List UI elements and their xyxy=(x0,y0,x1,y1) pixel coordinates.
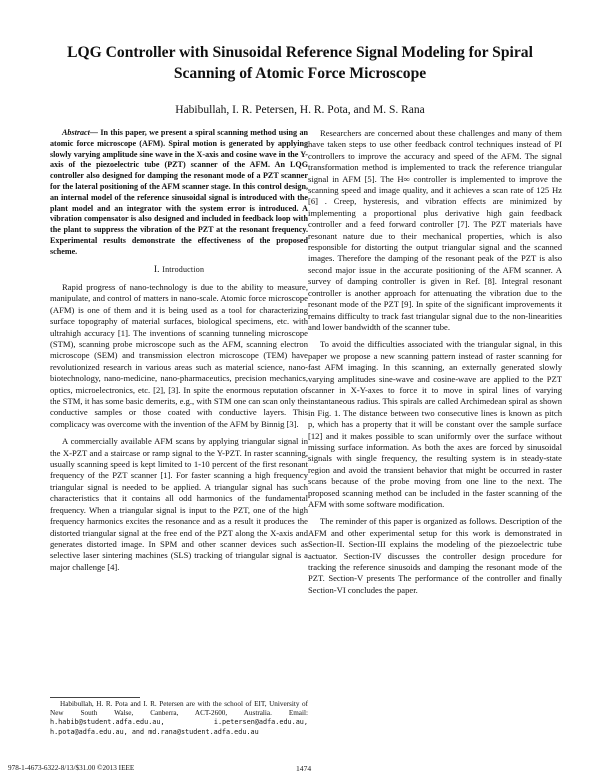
intro-paragraph-1: Rapid progress of nano-technology is due to the ability to measure, manipulate, and control of matters in nano-scale. Atomic force microscope (AFM) is one of them and it is being used as a tool for characterizing surface topography of material surfaces, biological specimens, etc. with ultrahigh accuracy [1]. The inventions of scanning tunneling microscope (STM), scanning probe microscope such as the AFM, scanning electron microscope (SEM) and transmission electron microscope (TEM) have revolutionized research in various areas such as material science, nano-biotechnology, nano-medicine, nano-pharmaceutics, precision mechanics, optics, microelectronics, etc. [2], [3]. In spite the enormous reputation of the STM, it has some basic demerits, e.g., with STM one can scan only the conductive samples or those coated with conductive layers. This complicacy was overcome with the invention of the AFM by Binnig [3]. xyxy=(50,281,308,429)
page-number: 1474 xyxy=(296,764,312,773)
body-paragraph-2: To avoid the difficulties associated with the triangular signal, in this paper we propose a new scanning pattern instead of raster scanning for fast AFM imaging. In this scanning, an externally generated slowly varying amplitudes sine-wave and cosine-wave are applied to the PZT scanner in X-Y-axes to force it to move in spiral lines of varying instantaneous radius. This spirals are called Archimedean spiral as shown in Fig. 1. The distance between two consecutive lines is known as pitch p, which has a property that it will be constant over the sample surface [12] and it makes possible to scan uniformly over the surface without missing surface information. As both the axes are forced by sinusoidal signals with single frequency, the resulting system is in steady-state region and avoid the transient behavior that might be occurred in raster scans because of the probe moving from one line to the next. The proposed scanning method can be included in the faster scanning of the AFM with some software modification. xyxy=(308,339,562,509)
isbn-copyright: 978-1-4673-6322-8/13/$31.00 ©2013 IEEE xyxy=(8,764,135,772)
right-column xyxy=(308,128,562,602)
body-paragraph-3: The reminder of this paper is organized as follows. Description of the AFM and other experimental setup for this work is demonstrated in Section-II. Section-III explains the modeling of the piezoelectric tube actuator. Section-IV discusses the controller design procedure for tracking the reference sinusoids and damping the resonant mode of the PZT. Section-V presents The performance of the controller and finally Section-VI concludes the paper. xyxy=(308,516,562,595)
footnote-emails: h.habib@student.adfa.edu.au, i.petersen@adfa.edu.au, h.pota@adfa.edu.au, and md.rana@student.adfa.edu.au xyxy=(50,718,308,736)
abstract xyxy=(50,128,308,258)
section-number: I. xyxy=(153,264,160,275)
paper-title: LQG Controller with Sinusoidal Reference Signal Modeling for Spiral Scanning of Atomic Force Microscope xyxy=(67,44,533,82)
footnote-divider xyxy=(50,697,140,698)
section-heading-introduction xyxy=(50,264,308,276)
footnote xyxy=(50,700,308,737)
footnote-affiliation: Habibullah, H. R. Pota and I. R. Petersen are with the school of EIT, University of New South Walse, Canberra, ACT-2600, Australia. Email: xyxy=(50,700,308,718)
intro-paragraph-2: A commercially available AFM scans by applying triangular signal in the X-PZT and a staircase or ramp signal to the Y-PZT. In raster scanning, usually scanning speed is kept limited to 1-10 percent of the first resonant frequency of the PZT scanner [1]. For faster scanning a high frequency triangular signal is needed to be applied. A triangular signal has such characteristics that it contains all odd harmonics of the fundamental frequency. When a triangular signal is input to the PZT, one of the high frequency harmonics excites the resonance and as a result it produces the distorted triangular signal at the free end of the PZT along the X-axis and generates distorted image. In SPM and other scanner devices such as selective laser sintering machines (SLS) tracking of triangular signal is a major challenge [4]. xyxy=(50,436,308,572)
left-column xyxy=(50,128,308,579)
abstract-text: In this paper, we present a spiral scanning method using an atomic force microscope (AFM). Spiral motion is generated by applying slowly varying amplitude sine wave in the X-axis and cosine wave in the Y-axis of the piezoelectric tube (PZT) scanner of the AFM. An LQG controller also designed for damping the resonant mode of a PZT scanner for the lateral positioning of the AFM scanner stage. In this control design, an internal model of the reference sinusoidal signal is introduced with the plant model and an integrator with the system error is introduced. A vibration compensator is also designed and included in feedback loop with the plant to suppress the vibration of the PZT at the resonant frequency. Experimental results demonstrate the effectiveness of the proposed scheme. xyxy=(50,128,308,256)
body-paragraph-1: Researchers are concerned about these challenges and many of them have taken steps to use other feedback control techniques instead of PI controllers to improve the accuracy and speed of the AFM. The signal transformation method is implemented to track the reference triangular signal in AFM [5]. The H∞ controller is implemented to improve the scanning speed and image quality, and it achieves a scan rate of 125 Hz [6] . Creep, hysteresis, and vibration effects are minimized by implementing a proportional plus derivative high gain feedback controller and a feed forward controller [7]. The PZT materials have resonant nature due to their mechanical properties, which is also responsible for distorting the output triangular signal and the scanned images. Therefore the damping of the resonant peak of the PZT is also second major issue in the accurate positioning of the AFM scanner. A survey of damping controller is given in Ref. [8]. Integral resonant controller is another approach for attenuating the vibration due to the resonant mode of the PZT [9]. In spite of the significant improvements it remains difficulty to track fast triangular signal due to the non-linearities and lower bandwidth of the scanner tube. xyxy=(308,128,562,332)
author-list: Habibullah, I. R. Petersen, H. R. Pota, and M. S. Rana xyxy=(175,104,425,116)
section-title: Introduction xyxy=(162,264,205,274)
abstract-label: Abstract— xyxy=(62,128,98,137)
